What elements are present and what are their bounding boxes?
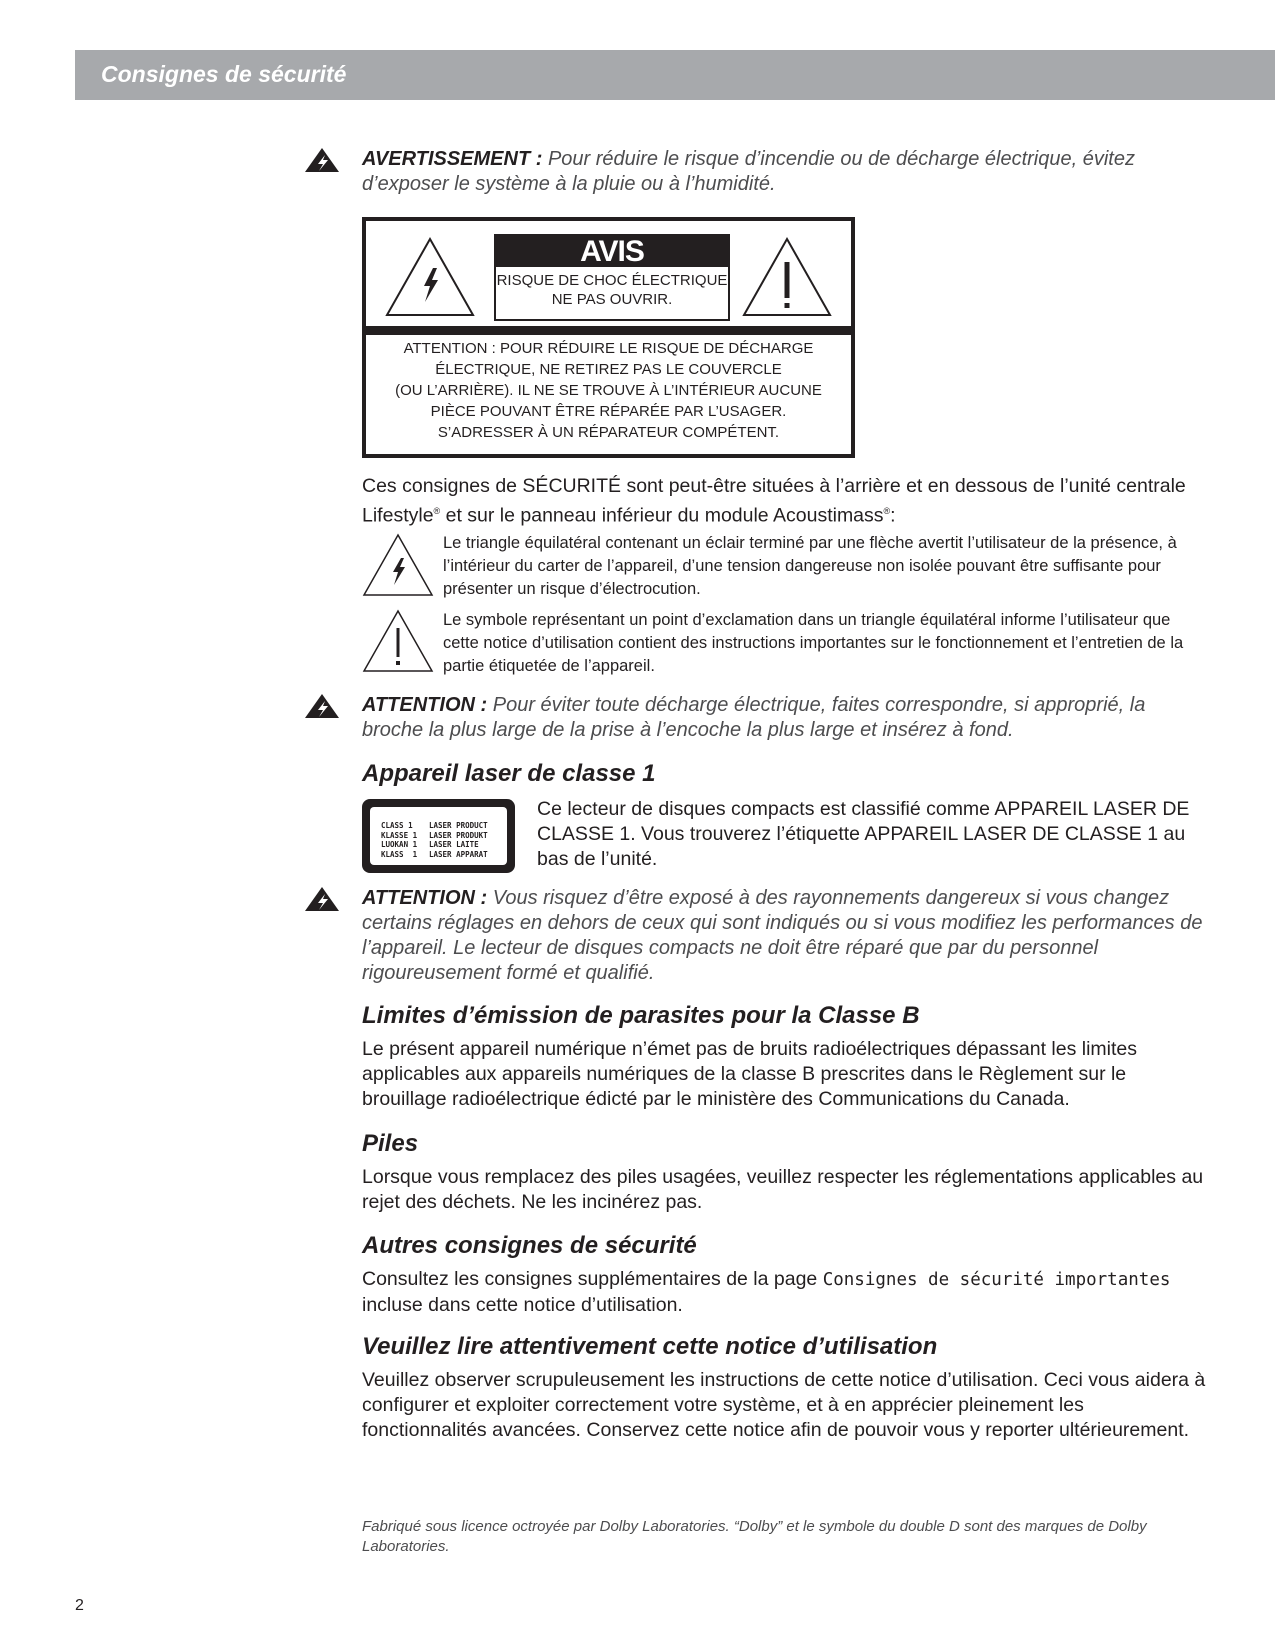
- classb-paragraph: Le présent appareil numérique n’émet pas de bruits radioélectriques dépassant les limites applicables aux appareils numériques de la classe B prescrites dans le Règlement sur le brouillage radioélectrique édicté par le ministère des Communications du Canada.: [362, 1038, 1138, 1110]
- sign-caution-line: PIÈCE POUVANT ÊTRE RÉPARÉE PAR L’USAGER.: [430, 403, 787, 420]
- intro-paragraph: [362, 474, 1212, 529]
- warning-text: Pour réduire le risque d’incendie ou de décharge électrique, évitez d’exposer le système à la pluie ou à l’humidité.: [362, 148, 1135, 195]
- autres-text: Consultez les consignes supplémentaires de la page: [362, 1268, 823, 1290]
- lire-heading: Veuillez lire attentivement cette notice d’utilisation: [362, 1333, 938, 1360]
- dolby-note: Fabriqué sous licence octroyée par Dolby Laboratories. “Dolby” et le symbole du double D sont des marques de Dolby Laboratories.: [362, 1518, 1147, 1555]
- exclamation-triangle-icon: [741, 236, 833, 318]
- intro-text: Ces consignes de SÉCURITÉ sont peut-être situées à l’arrière et en dessous de l’unité centrale Lifestyle: [362, 475, 1186, 527]
- safety-reference: Consignes de sécurité importantes: [822, 1270, 1171, 1290]
- laser-label-line: LASER PRODUCT: [429, 821, 488, 830]
- page-title: Consignes de sécurité: [101, 61, 347, 87]
- avis-box: [494, 234, 730, 321]
- warning-triangle-icon: [304, 886, 340, 912]
- laser-label-line: LUOKAN 1: [381, 840, 418, 849]
- registered-mark: ®: [883, 506, 891, 516]
- lightning-triangle-icon: [384, 236, 476, 318]
- laser-label-line: CLASS 1: [381, 821, 413, 830]
- attention-paragraph: [362, 886, 1212, 986]
- piles-paragraph: Lorsque vous remplacez des piles usagées, veuillez respecter les réglementations applicables au rejet des déchets. Ne les incinérez pas.: [362, 1166, 1204, 1213]
- attention-label: ATTENTION :: [362, 887, 488, 909]
- laser-label-line: KLASSE 1: [381, 830, 418, 840]
- exclamation-triangle-icon: [362, 609, 434, 673]
- attention-label: ATTENTION :: [362, 694, 488, 716]
- laser-label-inner: [370, 807, 507, 865]
- classb-heading: Limites d’émission de parasites pour la Classe B: [362, 1002, 920, 1029]
- laser-label-line: LASER LAITE: [429, 840, 479, 849]
- warning-triangle-icon: [304, 693, 340, 719]
- laser-heading: Appareil laser de classe 1: [362, 760, 656, 787]
- warning-paragraph: [362, 147, 1212, 197]
- sign-caution-line: S’ADRESSER À UN RÉPARATEUR COMPÉTENT.: [437, 424, 780, 441]
- warning-triangle-icon: [304, 147, 340, 173]
- laser-label-right: [429, 821, 488, 859]
- laser-label-line: LASER PRODUKT: [429, 830, 488, 840]
- sign-caution-line: (OU L’ARRIÈRE). IL NE SE TROUVE À L’INTÉRIEUR AUCUNE: [395, 382, 822, 399]
- avis-line-2: NE PAS OUVRIR.: [551, 291, 673, 308]
- lire-paragraph: Veuillez observer scrupuleusement les instructions de cette notice d’utilisation. Ceci vous aidera à configurer et exploiter correctement votre système, et à en apprécier pleinement les fonctionnalités avancées. Conservez cette notice afin de pouvoir vous y reporter ultérieurement.: [362, 1369, 1206, 1441]
- laser-label-line: LASER APPARAT: [429, 849, 488, 859]
- avis-line-1: RISQUE DE CHOC ÉLECTRIQUE: [496, 272, 728, 289]
- intro-text: et sur le panneau inférieur du module Acoustimass: [440, 504, 884, 527]
- page-number: 2: [75, 1597, 84, 1614]
- piles-heading: Piles: [362, 1130, 419, 1157]
- sign-caution-line: ÉLECTRIQUE, NE RETIREZ PAS LE COUVERCLE: [435, 361, 782, 378]
- laser-class-label: [362, 799, 515, 873]
- exclamation-symbol-description: Le symbole représentant un point d’exclamation dans un triangle équilatéral informe l’utilisateur que cette notice d’utilisation contient des instructions importantes sur le fonctionnement et l’entretien de la partie étiquetée de l’appareil.: [443, 611, 1184, 675]
- attention-paragraph: [362, 693, 1212, 743]
- lightning-symbol-description: Le triangle équilatéral contenant un éclair terminé par une flèche avertit l’utilisateur de la présence, à l’intérieur du carter de l’appareil, d’une tension dangereuse non isolée pouvant être suffisante pour présenter un risque d’électrocution.: [443, 534, 1177, 598]
- autres-heading: Autres consignes de sécurité: [362, 1232, 697, 1259]
- attention-text: Vous risquez d’être exposé à des rayonnements dangereux si vous changez certains réglages en dehors de ceux qui sont indiqués ou si vous modifiez les performances de l’appareil. Le lecteur de disques compacts ne doit être réparé que par du personnel rigoureusement formé et qualifié.: [362, 887, 1203, 984]
- avis-title: AVIS: [496, 236, 728, 267]
- header-bar: [75, 50, 1275, 100]
- attention-text: Pour éviter toute décharge électrique, faites correspondre, si approprié, la broche la plus large de la prise à l’encoche la plus large et insérez à fond.: [362, 694, 1146, 741]
- sign-divider: [366, 326, 851, 335]
- autres-paragraph: [362, 1267, 1212, 1318]
- intro-text: :: [890, 504, 896, 527]
- laser-label-left: [381, 821, 417, 859]
- warning-label: AVERTISSEMENT :: [362, 148, 543, 170]
- caution-sign: [362, 217, 855, 458]
- registered-mark: ®: [433, 506, 441, 516]
- lightning-triangle-icon: [362, 533, 434, 597]
- laser-description: Ce lecteur de disques compacts est classifié comme APPAREIL LASER DE CLASSE 1. Vous trouverez l’étiquette APPAREIL LASER DE CLASSE 1 au bas de l’unité.: [537, 798, 1190, 870]
- laser-label-line: KLASS 1: [381, 849, 418, 859]
- sign-caution-text: [376, 338, 841, 443]
- sign-caution-line: ATTENTION : POUR RÉDUIRE LE RISQUE DE DÉCHARGE: [403, 340, 814, 357]
- autres-text: incluse dans cette notice d’utilisation.: [362, 1294, 683, 1316]
